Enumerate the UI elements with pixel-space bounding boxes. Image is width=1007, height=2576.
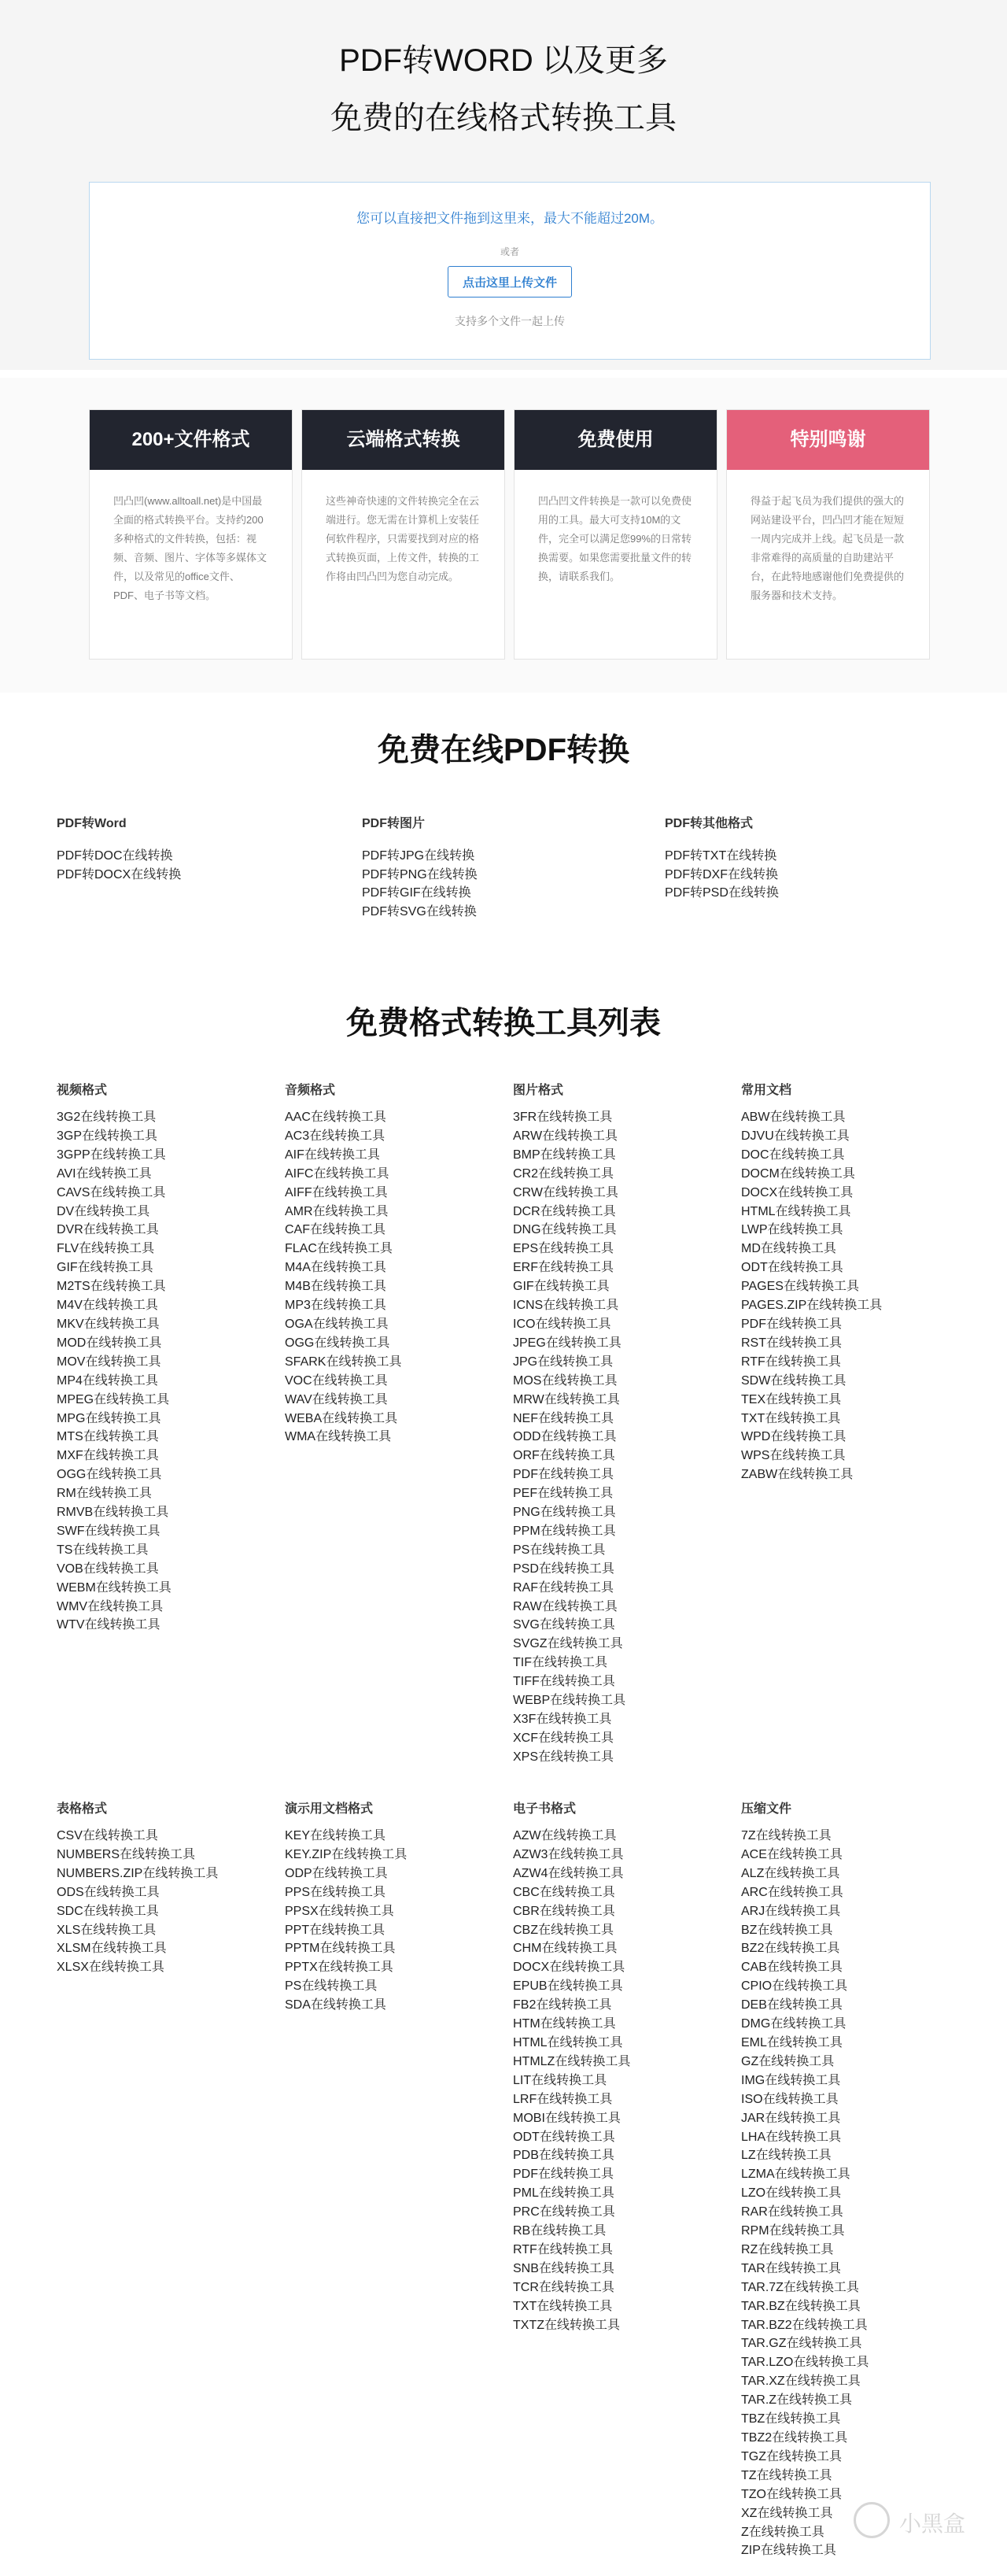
converter-link[interactable]: PPM在线转换工具 [513, 1524, 616, 1538]
converter-link[interactable]: CAF在线转换工具 [285, 1223, 386, 1237]
converter-link[interactable]: BZ2在线转换工具 [741, 1942, 840, 1956]
converter-link[interactable]: PPT在线转换工具 [285, 1923, 385, 1937]
link-list [362, 847, 478, 921]
converter-link[interactable]: TAR.BZ2在线转换工具 [741, 2318, 868, 2332]
converter-link[interactable]: AZW3在线转换工具 [513, 1847, 624, 1861]
converter-link[interactable]: RM在线转换工具 [57, 1487, 152, 1501]
converter-link[interactable]: GZ在线转换工具 [741, 2054, 835, 2068]
converter-link[interactable]: XCF在线转换工具 [513, 1731, 614, 1745]
converter-link[interactable]: JAR在线转换工具 [741, 2111, 841, 2125]
feature-text: 这些神奇快速的文件转换完全在云端进行。您无需在计算机上安装任何软件程序，只需要找到对应的格式转换页面，上传文件，转换的工作将由凹凸凹为您自动完成。 [326, 495, 480, 582]
converter-link[interactable]: BZ在线转换工具 [741, 1923, 833, 1937]
converter-link[interactable]: RZ在线转换工具 [741, 2242, 834, 2256]
converter-link[interactable]: TZO在线转换工具 [741, 2487, 842, 2501]
converter-link[interactable]: TAR.GZ在线转换工具 [741, 2337, 862, 2351]
converter-link[interactable]: DOC在线转换工具 [741, 1148, 845, 1162]
converter-link[interactable]: TAR.LZO在线转换工具 [741, 2356, 869, 2370]
converter-link[interactable]: KEY在线转换工具 [285, 1829, 386, 1842]
converter-link[interactable]: PDF转JPG在线转换 [362, 849, 475, 863]
converter-link[interactable]: TEX在线转换工具 [741, 1392, 842, 1406]
converter-link[interactable]: DEB在线转换工具 [741, 1998, 843, 2012]
converter-link[interactable]: ISO在线转换工具 [741, 2092, 839, 2106]
converter-link[interactable]: M4B在线转换工具 [285, 1280, 386, 1294]
converter-link[interactable]: MPG在线转换工具 [57, 1411, 161, 1425]
converter-link[interactable]: TXT在线转换工具 [741, 1411, 841, 1425]
converter-link[interactable]: HTML在线转换工具 [741, 1204, 851, 1218]
feature-card-thanks [726, 409, 930, 660]
link-list [665, 847, 779, 903]
column-heading: PDF转图片 [362, 817, 426, 830]
converter-link[interactable]: NUMBERS在线转换工具 [57, 1847, 196, 1861]
feature-title: 云端格式转换 [302, 410, 504, 470]
converter-link[interactable]: TBZ在线转换工具 [741, 2412, 841, 2426]
converter-link[interactable]: CPIO在线转换工具 [741, 1979, 848, 1994]
converter-link[interactable]: TXTZ在线转换工具 [513, 2318, 620, 2332]
feature-card-formats [89, 409, 293, 660]
converter-link[interactable]: M2TS在线转换工具 [57, 1280, 166, 1294]
converter-link[interactable]: ABW在线转换工具 [741, 1111, 846, 1124]
converter-link[interactable]: PRC在线转换工具 [513, 2205, 615, 2219]
converter-link[interactable]: 3FR在线转换工具 [513, 1111, 613, 1124]
converter-link[interactable]: SDA在线转换工具 [285, 1998, 386, 2012]
converter-link[interactable]: TIFF在线转换工具 [513, 1675, 615, 1689]
link-list [285, 1108, 401, 1447]
converter-link[interactable]: ODP在线转换工具 [285, 1866, 388, 1880]
converter-link[interactable]: LZ在线转换工具 [741, 2149, 832, 2163]
converter-link[interactable]: 7Z在线转换工具 [741, 1829, 832, 1842]
column-heading: 演示用文档格式 [285, 1802, 374, 1816]
converter-link[interactable]: ICNS在线转换工具 [513, 1299, 619, 1313]
converter-link[interactable]: OGA在线转换工具 [285, 1317, 389, 1331]
converter-link[interactable]: RMVB在线转换工具 [57, 1506, 169, 1520]
converter-link[interactable]: MOV在线转换工具 [57, 1355, 161, 1369]
converter-link[interactable]: TZ在线转换工具 [741, 2468, 832, 2482]
converter-link[interactable]: VOB在线转换工具 [57, 1561, 159, 1576]
converter-link[interactable]: LZO在线转换工具 [741, 2186, 842, 2201]
link-list [57, 1108, 172, 1635]
converter-link[interactable]: ZIP在线转换工具 [741, 2544, 836, 2558]
converter-link[interactable]: M4V在线转换工具 [57, 1299, 158, 1313]
drop-zone-hint: 支持多个文件一起上传 [455, 315, 565, 327]
converter-link[interactable]: MTS在线转换工具 [57, 1430, 159, 1444]
watermark-logo-icon [854, 2502, 890, 2538]
converter-link[interactable]: CR2在线转换工具 [513, 1166, 614, 1181]
converter-link[interactable]: RTF在线转换工具 [741, 1355, 841, 1369]
converter-link[interactable]: ZABW在线转换工具 [741, 1468, 854, 1482]
converter-link[interactable]: M4A在线转换工具 [285, 1261, 386, 1275]
converter-link[interactable]: 3GPP在线转换工具 [57, 1148, 166, 1162]
converter-link[interactable]: MP4在线转换工具 [57, 1373, 158, 1388]
converter-link[interactable]: SDW在线转换工具 [741, 1373, 847, 1388]
converter-link[interactable]: PDF转DOCX在线转换 [57, 867, 182, 881]
column-heading: 压缩文件 [741, 1802, 792, 1816]
converter-link[interactable]: MKV在线转换工具 [57, 1317, 160, 1331]
converter-link[interactable]: FB2在线转换工具 [513, 1998, 612, 2012]
converter-link[interactable]: RB在线转换工具 [513, 2224, 607, 2238]
converter-link[interactable]: NEF在线转换工具 [513, 1411, 614, 1425]
converter-link[interactable]: TAR.7Z在线转换工具 [741, 2280, 859, 2294]
format-column-presentation [285, 1798, 407, 2015]
converter-link[interactable]: XLSX在线转换工具 [57, 1961, 164, 1975]
converter-link[interactable]: PDF转PNG在线转换 [362, 867, 478, 881]
converter-link[interactable]: ACE在线转换工具 [741, 1847, 843, 1861]
converter-link[interactable]: AMR在线转换工具 [285, 1204, 389, 1218]
converter-link[interactable]: WEBP在线转换工具 [513, 1694, 626, 1708]
converter-link[interactable]: SFARK在线转换工具 [285, 1355, 402, 1369]
features-section [0, 378, 1007, 693]
converter-link[interactable]: EML在线转换工具 [741, 2035, 843, 2049]
column-heading: 表格格式 [57, 1802, 108, 1816]
converter-link[interactable]: TS在线转换工具 [57, 1543, 149, 1557]
converter-link[interactable]: MOS在线转换工具 [513, 1373, 618, 1388]
converter-link[interactable]: FLAC在线转换工具 [285, 1242, 393, 1256]
converter-link[interactable]: WAV在线转换工具 [285, 1392, 388, 1406]
converter-link[interactable]: PS在线转换工具 [285, 1979, 378, 1994]
converter-link[interactable]: PDF在线转换工具 [513, 2168, 614, 2182]
converter-link[interactable]: PDF转DXF在线转换 [665, 867, 779, 881]
column-heading: 图片格式 [513, 1084, 564, 1097]
column-heading: 视频格式 [57, 1084, 108, 1097]
converter-link[interactable]: ODT在线转换工具 [741, 1261, 843, 1275]
converter-link[interactable]: TCR在线转换工具 [513, 2280, 614, 2294]
converter-link[interactable]: OGG在线转换工具 [285, 1336, 390, 1350]
column-heading: 电子书格式 [513, 1802, 577, 1816]
converter-link[interactable]: RAF在线转换工具 [513, 1580, 614, 1595]
converter-link[interactable]: JPEG在线转换工具 [513, 1336, 622, 1350]
converter-link[interactable]: TAR.BZ在线转换工具 [741, 2299, 861, 2313]
converter-link[interactable]: LWP在线转换工具 [741, 1223, 843, 1237]
feature-card-free [514, 409, 717, 660]
converter-link[interactable]: IMG在线转换工具 [741, 2073, 841, 2087]
converter-link[interactable]: RPM在线转换工具 [741, 2224, 845, 2238]
feature-card-cloud [301, 409, 505, 660]
converter-link[interactable]: PDF转DOC在线转换 [57, 849, 173, 863]
feature-text: 凹凸凹(www.alltoall.net)是中国最全面的格式转换平台。支持约200多种格式的文件转换，包括：视频、音频、图片、字体等多媒体文件，以及常见的office文件、PDF、电子书等文档。 [113, 495, 267, 601]
upload-file-button[interactable]: 点击这里上传文件 [448, 266, 572, 298]
hero-title-line1: PDF转WORD 以及更多 [339, 43, 668, 78]
pdf-column [665, 813, 779, 903]
pdf-column [57, 813, 181, 884]
converter-link[interactable]: LIT在线转换工具 [513, 2073, 607, 2087]
converter-link[interactable]: TIF在线转换工具 [513, 1656, 607, 1670]
converter-link[interactable]: ICO在线转换工具 [513, 1317, 611, 1331]
converter-link[interactable]: DV在线转换工具 [57, 1204, 150, 1218]
converter-link[interactable]: ARJ在线转换工具 [741, 1904, 841, 1918]
converter-link[interactable]: SWF在线转换工具 [57, 1524, 160, 1538]
drop-zone-text: 您可以直接把文件拖到这里来，最大不能超过20M。 [356, 211, 664, 226]
converter-link[interactable]: GIF在线转换工具 [513, 1280, 610, 1294]
converter-link[interactable]: MPEG在线转换工具 [57, 1392, 170, 1406]
converter-link[interactable]: CBR在线转换工具 [513, 1904, 615, 1918]
converter-link[interactable]: VOC在线转换工具 [285, 1373, 388, 1388]
converter-link[interactable]: PEF在线转换工具 [513, 1487, 614, 1501]
link-list [513, 1108, 625, 1767]
converter-link[interactable]: AC3在线转换工具 [285, 1129, 385, 1143]
converter-link[interactable]: Z在线转换工具 [741, 2525, 824, 2539]
converter-link[interactable]: EPUB在线转换工具 [513, 1979, 623, 1994]
converter-link[interactable]: OGG在线转换工具 [57, 1468, 162, 1482]
converter-link[interactable]: ERF在线转换工具 [513, 1261, 614, 1275]
converter-link[interactable]: PPTX在线转换工具 [285, 1961, 393, 1975]
converter-link[interactable]: PDF转GIF在线转换 [362, 886, 471, 900]
converter-link[interactable]: ODD在线转换工具 [513, 1430, 617, 1444]
converter-link[interactable]: ORF在线转换工具 [513, 1449, 615, 1463]
converter-link[interactable]: MOBI在线转换工具 [513, 2111, 621, 2125]
converter-link[interactable]: CBZ在线转换工具 [513, 1923, 614, 1937]
converter-link[interactable]: ALZ在线转换工具 [741, 1866, 840, 1880]
converter-link[interactable]: MD在线转换工具 [741, 1242, 836, 1256]
link-list [57, 1827, 218, 1977]
link-list [285, 1827, 407, 2015]
converter-link[interactable]: AZW4在线转换工具 [513, 1866, 624, 1880]
converter-link[interactable]: CSV在线转换工具 [57, 1829, 158, 1842]
converter-link[interactable]: PDF在线转换工具 [513, 1468, 614, 1482]
converter-link[interactable]: CBC在线转换工具 [513, 1885, 615, 1899]
converter-link[interactable]: GIF在线转换工具 [57, 1261, 153, 1275]
format-column-audio [285, 1080, 401, 1447]
converter-link[interactable]: CRW在线转换工具 [513, 1185, 618, 1199]
converter-link[interactable]: TAR.Z在线转换工具 [741, 2393, 853, 2408]
converter-link[interactable]: SNB在线转换工具 [513, 2261, 614, 2275]
converter-link[interactable]: PPS在线转换工具 [285, 1885, 386, 1899]
converter-link[interactable]: MXF在线转换工具 [57, 1449, 159, 1463]
converter-link[interactable]: TBZ2在线转换工具 [741, 2431, 848, 2445]
format-column-image [513, 1080, 625, 1767]
converter-link[interactable]: RTF在线转换工具 [513, 2242, 613, 2256]
converter-link[interactable]: WEBA在线转换工具 [285, 1411, 398, 1425]
watermark-text: 小黑盒 [899, 2511, 966, 2536]
format-column-archive [741, 1798, 869, 2560]
format-column-video [57, 1080, 172, 1635]
converter-link[interactable]: PS在线转换工具 [513, 1543, 606, 1557]
file-drop-zone[interactable] [89, 182, 931, 360]
converter-link[interactable]: DJVU在线转换工具 [741, 1129, 850, 1143]
converter-link[interactable]: PAGES在线转换工具 [741, 1280, 859, 1294]
converter-link[interactable]: TGZ在线转换工具 [741, 2449, 842, 2463]
converter-link[interactable]: CAB在线转换工具 [741, 1961, 843, 1975]
converter-link[interactable]: RST在线转换工具 [741, 1336, 843, 1350]
converter-link[interactable]: DOCM在线转换工具 [741, 1166, 855, 1181]
converter-link[interactable]: PDB在线转换工具 [513, 2149, 614, 2163]
converter-link[interactable]: DOCX在线转换工具 [741, 1185, 854, 1199]
drop-zone-or: 或者 [500, 246, 519, 257]
format-column-ebook [513, 1798, 630, 2334]
converter-link[interactable]: AIF在线转换工具 [285, 1148, 380, 1162]
converter-link[interactable]: RAR在线转换工具 [741, 2205, 843, 2219]
hero-title-line2: 免费的在线格式转换工具 [330, 101, 677, 135]
converter-link[interactable]: CHM在线转换工具 [513, 1942, 618, 1956]
converter-link[interactable]: XZ在线转换工具 [741, 2506, 833, 2520]
converter-link[interactable]: WPS在线转换工具 [741, 1449, 846, 1463]
converter-link[interactable]: CAVS在线转换工具 [57, 1185, 166, 1199]
converter-link[interactable]: XLSM在线转换工具 [57, 1942, 167, 1956]
column-heading: PDF转其他格式 [665, 817, 754, 830]
converter-link[interactable]: HTM在线转换工具 [513, 2017, 616, 2031]
converter-link[interactable]: EPS在线转换工具 [513, 1242, 614, 1256]
converter-link[interactable]: WEBM在线转换工具 [57, 1580, 172, 1595]
converter-link[interactable]: ARC在线转换工具 [741, 1885, 843, 1899]
converter-link[interactable]: 3GP在线转换工具 [57, 1129, 158, 1143]
converter-link[interactable]: WPD在线转换工具 [741, 1430, 847, 1444]
converter-link[interactable]: DNG在线转换工具 [513, 1223, 617, 1237]
converter-link[interactable]: XLS在线转换工具 [57, 1923, 157, 1937]
column-heading: 音频格式 [285, 1084, 336, 1097]
converter-link[interactable]: PAGES.ZIP在线转换工具 [741, 1299, 883, 1313]
converter-link[interactable]: SVGZ在线转换工具 [513, 1637, 623, 1651]
tools-section-title: 免费格式转换工具列表 [346, 1006, 661, 1040]
converter-link[interactable]: JPG在线转换工具 [513, 1355, 614, 1369]
feature-text: 得益于起飞员为我们提供的强大的网站建设平台，凹凸凹才能在短短一周内完成并上线。起飞员是一款非常难得的高质量的自助建站平台，在此特地感谢他们免费提供的服务器和技术支持。 [751, 495, 905, 601]
converter-link[interactable]: AAC在线转换工具 [285, 1111, 386, 1124]
feature-title: 免费使用 [515, 410, 717, 470]
converter-link[interactable]: SVG在线转换工具 [513, 1618, 615, 1632]
converter-link[interactable]: PNG在线转换工具 [513, 1506, 616, 1520]
converter-link[interactable]: XPS在线转换工具 [513, 1750, 614, 1764]
converter-link[interactable]: PML在线转换工具 [513, 2186, 614, 2201]
converter-link[interactable]: LRF在线转换工具 [513, 2092, 613, 2106]
converter-link[interactable]: KEY.ZIP在线转换工具 [285, 1847, 408, 1861]
converter-link[interactable]: TXT在线转换工具 [513, 2299, 613, 2313]
converter-link[interactable]: TAR在线转换工具 [741, 2261, 841, 2275]
converter-link[interactable]: MOD在线转换工具 [57, 1336, 162, 1350]
site-watermark [854, 2497, 991, 2545]
converter-link[interactable]: PPSX在线转换工具 [285, 1904, 394, 1918]
feature-title: 200+文件格式 [90, 410, 292, 470]
converter-link[interactable]: LHA在线转换工具 [741, 2130, 842, 2144]
link-list [741, 1827, 869, 2560]
feature-title: 特别鸣谢 [727, 410, 929, 470]
converter-link[interactable]: HTML在线转换工具 [513, 2035, 623, 2049]
converter-link[interactable]: AIFF在线转换工具 [285, 1185, 388, 1199]
converter-link[interactable]: PSD在线转换工具 [513, 1561, 614, 1576]
converter-link[interactable]: PDF在线转换工具 [741, 1317, 843, 1331]
converter-link[interactable]: WMV在线转换工具 [57, 1599, 164, 1613]
column-heading: PDF转Word [57, 817, 127, 830]
column-heading: 常用文档 [741, 1084, 792, 1097]
feature-text: 凹凸凹文件转换是一款可以免费使用的工具。最大可支持10M的文件，完全可以满足您99%的日常转换需要。如果您需要批量文件的转换，请联系我们。 [538, 495, 692, 582]
converter-link[interactable]: PPTM在线转换工具 [285, 1942, 396, 1956]
converter-link[interactable]: ARW在线转换工具 [513, 1129, 618, 1143]
converter-link[interactable]: TAR.XZ在线转换工具 [741, 2375, 861, 2389]
converter-link[interactable]: MRW在线转换工具 [513, 1392, 620, 1406]
converter-link[interactable]: LZMA在线转换工具 [741, 2168, 850, 2182]
pdf-column [362, 813, 478, 921]
converter-link[interactable]: MP3在线转换工具 [285, 1299, 386, 1313]
pdf-section-title: 免费在线PDF转换 [378, 733, 629, 767]
converter-link[interactable]: SDC在线转换工具 [57, 1904, 159, 1918]
converter-link[interactable]: ODS在线转换工具 [57, 1885, 160, 1899]
converter-link[interactable]: WMA在线转换工具 [285, 1430, 392, 1444]
converter-link[interactable]: DMG在线转换工具 [741, 2017, 847, 2031]
converter-link[interactable]: DVR在线转换工具 [57, 1223, 159, 1237]
converter-link[interactable]: BMP在线转换工具 [513, 1148, 616, 1162]
converter-link[interactable]: DOCX在线转换工具 [513, 1961, 625, 1975]
converter-link[interactable]: PDF转PSD在线转换 [665, 886, 779, 900]
converter-link[interactable]: AIFC在线转换工具 [285, 1166, 389, 1181]
converter-link[interactable]: FLV在线转换工具 [57, 1242, 155, 1256]
converter-link[interactable]: X3F在线转换工具 [513, 1713, 612, 1726]
hero-section [0, 0, 1007, 370]
converter-link[interactable]: HTMLZ在线转换工具 [513, 2054, 631, 2068]
converter-link[interactable]: NUMBERS.ZIP在线转换工具 [57, 1866, 219, 1880]
converter-link[interactable]: RAW在线转换工具 [513, 1599, 618, 1613]
converter-link[interactable]: AZW在线转换工具 [513, 1829, 617, 1842]
link-list [513, 1827, 630, 2334]
link-list [741, 1108, 882, 1484]
converter-link[interactable]: WTV在线转换工具 [57, 1618, 160, 1632]
link-list [57, 847, 181, 884]
converter-link[interactable]: 3G2在线转换工具 [57, 1111, 157, 1124]
converter-link[interactable]: AVI在线转换工具 [57, 1166, 152, 1181]
converter-link[interactable]: ODT在线转换工具 [513, 2130, 615, 2144]
converter-link[interactable]: DCR在线转换工具 [513, 1204, 616, 1218]
converter-link[interactable]: PDF转TXT在线转换 [665, 849, 777, 863]
converter-link[interactable]: PDF转SVG在线转换 [362, 904, 477, 918]
format-column-spreadsheet [57, 1798, 218, 1977]
format-column-documents [741, 1080, 882, 1484]
